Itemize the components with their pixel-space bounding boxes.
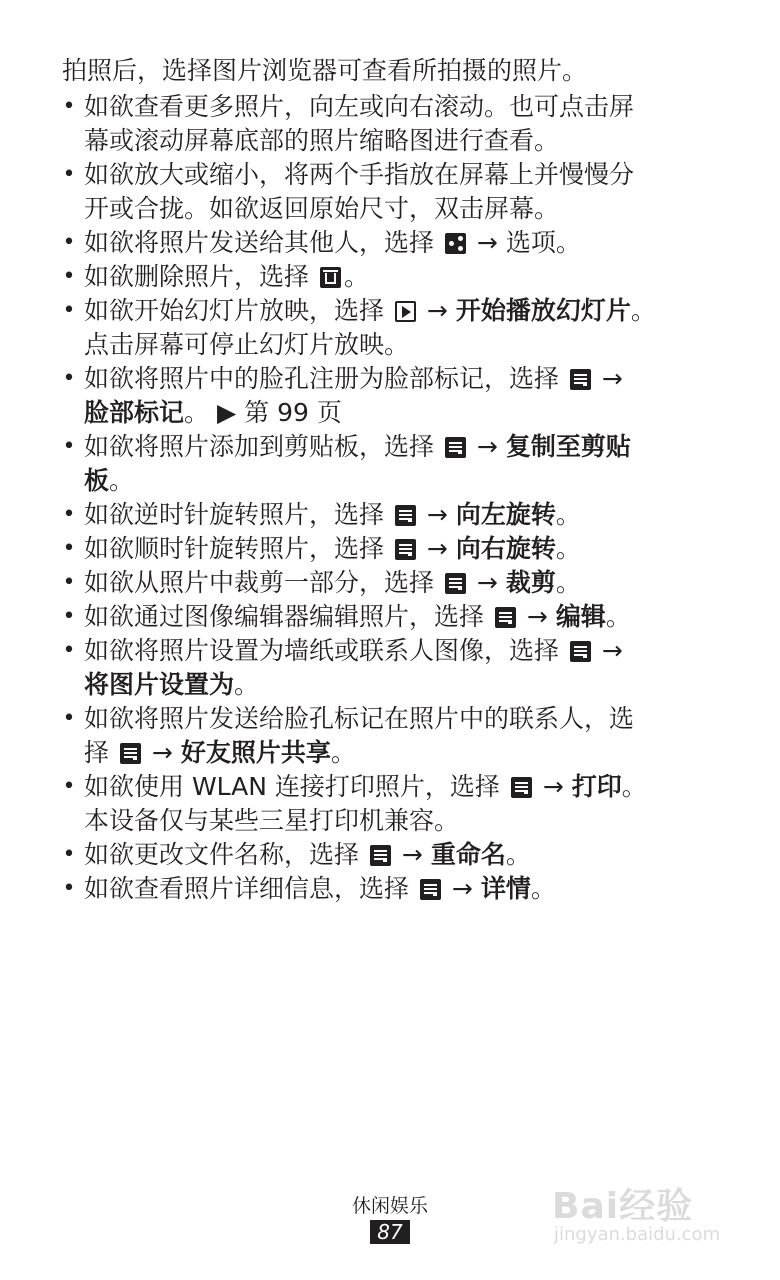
- item-text: 。: [109, 466, 135, 495]
- bullet: •: [62, 434, 76, 459]
- list-item: [62, 260, 722, 294]
- bullet: •: [62, 638, 76, 663]
- intro-paragraph: 拍照后，选择图片浏览器可查看所拍摄的照片。: [62, 56, 588, 85]
- item-text: 如欲将照片发送给脸孔标记在照片中的联系人，选: [84, 704, 635, 733]
- arrow: →: [476, 228, 498, 257]
- trash-icon: [320, 267, 341, 288]
- menu-icon: [445, 437, 466, 458]
- item-text: 如欲将照片添加到剪贴板，选择: [84, 432, 435, 461]
- bullet: •: [62, 298, 76, 323]
- bullet: •: [62, 264, 76, 289]
- bullet: •: [62, 876, 76, 901]
- item-text: 。: [555, 568, 581, 597]
- arrow: →: [151, 738, 173, 767]
- list-item: [62, 566, 722, 600]
- arrow: →: [476, 432, 498, 461]
- item-text: 如欲查看照片详细信息，选择: [84, 874, 410, 903]
- item-text: 如欲将照片设置为墙纸或联系人图像，选择: [84, 636, 560, 665]
- item-text: 。: [184, 398, 210, 427]
- item-text: 如欲使用 WLAN 连接打印照片，选择: [84, 772, 500, 801]
- item-text: 。: [505, 840, 531, 869]
- arrow: →: [476, 568, 498, 597]
- menu-option: 编辑: [555, 602, 606, 631]
- item-text: 。: [605, 602, 631, 631]
- share-icon: [445, 233, 466, 254]
- item-text: 如欲通过图像编辑器编辑照片，选择: [84, 602, 485, 631]
- list-item: [62, 702, 722, 770]
- list-item: [62, 90, 722, 158]
- list-item: [62, 498, 722, 532]
- item-text: 。: [343, 262, 369, 291]
- arrow: →: [401, 840, 423, 869]
- section-label: 休闲娱乐: [351, 1195, 428, 1217]
- item-text: 幕或滚动屏幕底部的照片缩略图进行查看。: [84, 126, 560, 155]
- bullet: •: [62, 706, 76, 731]
- arrow: →: [601, 636, 623, 665]
- list-item: [62, 158, 722, 226]
- item-text: 。: [621, 772, 647, 801]
- menu-icon: [570, 369, 591, 390]
- page-number: 87: [370, 1220, 410, 1244]
- watermark-brand: Bai经验: [552, 1186, 694, 1227]
- menu-option: 好友照片共享: [180, 738, 331, 767]
- list-item: [62, 430, 722, 498]
- watermark-url: jingyan.baidu.com: [554, 1224, 721, 1245]
- menu-option: 向右旋转: [455, 534, 556, 563]
- menu-option: 重命名: [430, 840, 506, 869]
- menu-icon: [445, 573, 466, 594]
- list-item: [62, 838, 722, 872]
- item-text: 如欲顺时针旋转照片，选择: [84, 534, 385, 563]
- bullet: •: [62, 604, 76, 629]
- menu-icon: [370, 845, 391, 866]
- bullet: •: [62, 94, 76, 119]
- item-text: 如欲逆时针旋转照片，选择: [84, 500, 385, 529]
- arrow: →: [426, 500, 448, 529]
- bullet: •: [62, 842, 76, 867]
- menu-icon: [420, 879, 441, 900]
- item-text: 如欲将照片中的脸孔注册为脸部标记，选择: [84, 364, 560, 393]
- list-item: [62, 362, 722, 430]
- list-item: [62, 634, 722, 702]
- item-text: 择: [84, 738, 110, 767]
- menu-option: 脸部标记: [84, 398, 185, 427]
- item-text: 。: [330, 738, 356, 767]
- menu-icon: [511, 777, 532, 798]
- menu-icon: [395, 539, 416, 560]
- bullet: •: [62, 230, 76, 255]
- menu-icon: [120, 743, 141, 764]
- page-reference: ▶ 第 99 页: [216, 398, 342, 427]
- item-text: 如欲开始幻灯片放映，选择: [84, 296, 385, 325]
- item-text: 如欲放大或缩小，将两个手指放在屏幕上并慢慢分: [84, 160, 635, 189]
- menu-icon: [495, 607, 516, 628]
- item-text: 本设备仅与某些三星打印机兼容。: [84, 806, 460, 835]
- item-text: 。: [234, 670, 260, 699]
- item-text: 如欲将照片发送给其他人，选择: [84, 228, 435, 257]
- arrow: →: [601, 364, 623, 393]
- menu-option: 复制至剪贴: [505, 432, 631, 461]
- arrow: →: [426, 296, 448, 325]
- arrow: →: [451, 874, 473, 903]
- bullet: •: [62, 366, 76, 391]
- item-text: 。: [530, 874, 556, 903]
- menu-option: 打印: [571, 772, 622, 801]
- item-text: 点击屏幕可停止幻灯片放映。: [84, 330, 410, 359]
- item-text: 如欲更改文件名称，选择: [84, 840, 360, 869]
- slideshow-icon: [395, 301, 416, 322]
- menu-option: 详情: [480, 874, 531, 903]
- bullet: •: [62, 502, 76, 527]
- menu-option: 开始播放幻灯片: [455, 296, 631, 325]
- item-text: 如欲删除照片，选择: [84, 262, 310, 291]
- menu-option: 向左旋转: [455, 500, 556, 529]
- menu-option: 板: [84, 466, 110, 495]
- menu-option: 将图片设置为: [84, 670, 235, 699]
- watermark-logo: [552, 1164, 762, 1264]
- menu-option: 裁剪: [505, 568, 556, 597]
- menu-icon: [395, 505, 416, 526]
- item-text: 。: [630, 296, 656, 325]
- bullet: •: [62, 536, 76, 561]
- bullet: •: [62, 774, 76, 799]
- bullet: •: [62, 570, 76, 595]
- list-item: [62, 872, 722, 906]
- arrow: →: [542, 772, 564, 801]
- item-text: 。: [555, 500, 581, 529]
- arrow: →: [426, 534, 448, 563]
- list-item: [62, 600, 722, 634]
- item-text: 。: [555, 534, 581, 563]
- instruction-list: [62, 90, 722, 906]
- list-item: [62, 770, 722, 838]
- arrow: →: [526, 602, 548, 631]
- item-text: 如欲查看更多照片，向左或向右滚动。也可点击屏: [84, 92, 635, 121]
- item-text: 开或合拢。如欲返回原始尺寸，双击屏幕。: [84, 194, 560, 223]
- item-text: 选项。: [505, 228, 581, 257]
- item-text: 如欲从照片中裁剪一部分，选择: [84, 568, 435, 597]
- bullet: •: [62, 162, 76, 187]
- list-item: [62, 532, 722, 566]
- menu-icon: [570, 641, 591, 662]
- list-item: [62, 226, 722, 260]
- list-item: [62, 294, 722, 362]
